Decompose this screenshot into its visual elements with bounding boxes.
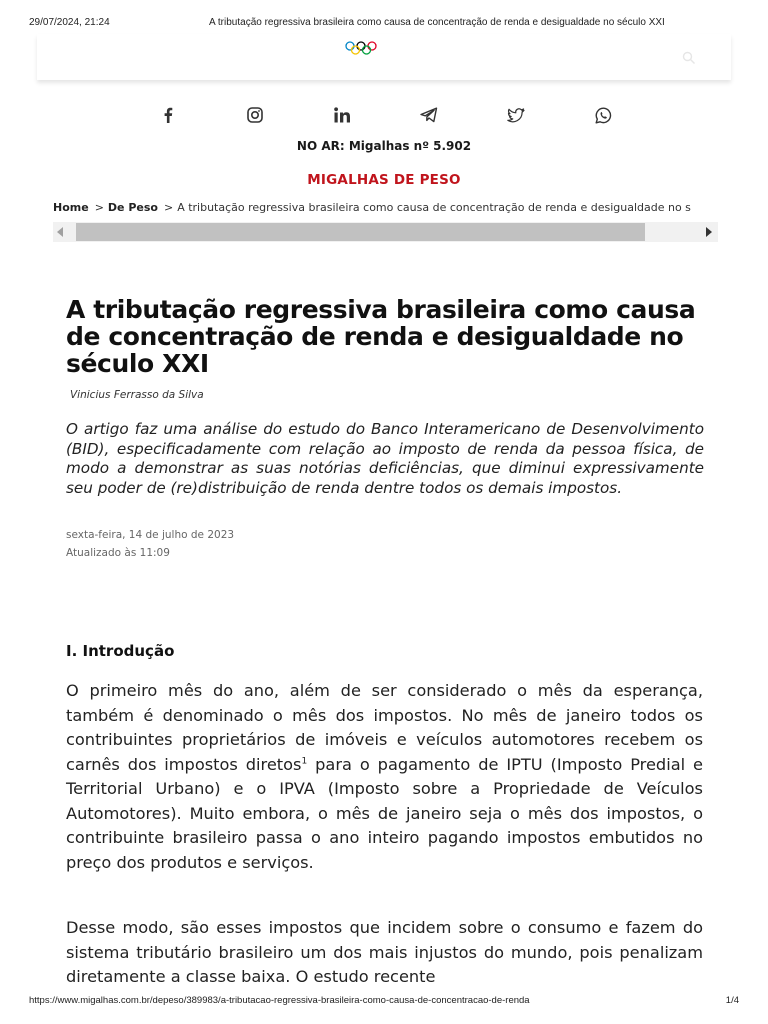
on-air-label[interactable]: NO AR: Migalhas nº 5.902 [296, 139, 472, 153]
page-number: 1/4 [725, 995, 739, 1006]
scroll-right-arrow-icon[interactable] [706, 227, 712, 237]
print-doc-title: A tributação regressiva brasileira como causa de concentração de renda e desigualdade no século XXI [209, 17, 665, 28]
breadcrumb-scrollbar[interactable] [53, 222, 718, 242]
paragraph-text: O primeiro mês do ano, além de ser considerado o mês da esperança, também é denominado o mês dos impostos. No mês de janeiro todos os contribuintes proprietários de imóveis e veículos automotores recebem os carnês dos impostos diretos [66, 681, 703, 774]
updated-time: Atualizado às 11:09 [66, 547, 170, 559]
linkedin-icon[interactable] [331, 104, 353, 126]
section-label[interactable]: MIGALHAS DE PESO [307, 172, 461, 188]
footnote-ref[interactable]: 1 [301, 756, 308, 767]
facebook-icon[interactable] [157, 104, 179, 126]
article-summary: O artigo faz uma análise do estudo do Banco Interamericano de Desenvolvimento (BID), especificadamente com relação ao imposto de renda da pessoa física, de modo a demonstrar as suas notórias deficiências, que diminui expressivamente seu poder de (re)distribuição de renda dentre todos os demais impostos. [66, 420, 704, 497]
twitter-icon[interactable] [505, 104, 527, 126]
social-share-bar [0, 104, 768, 126]
breadcrumb-category[interactable]: De Peso [107, 201, 158, 214]
breadcrumb-current: A tributação regressiva brasileira como causa de concentração de renda e desigualdade no s [177, 201, 691, 214]
breadcrumb-separator: > [163, 201, 174, 214]
scrollbar-thumb[interactable] [76, 223, 645, 241]
article-author[interactable]: Vinicius Ferrasso da Silva [70, 389, 204, 401]
whatsapp-icon[interactable] [592, 104, 614, 126]
breadcrumb-separator: > [94, 201, 104, 214]
scroll-left-arrow-icon[interactable] [57, 227, 63, 237]
article-paragraph [66, 679, 703, 875]
instagram-icon[interactable] [244, 104, 266, 126]
print-footer [29, 995, 739, 1009]
breadcrumb-home[interactable]: Home [53, 201, 89, 214]
search-icon[interactable] [682, 50, 696, 69]
print-header [29, 17, 739, 31]
paragraph-text: para o pagamento de IPTU (Imposto Predial e Territorial Urbano) e o IPVA (Imposto sobre a Propriedade de Veículos Automotores). Muito embora, o mês de janeiro seja o mês dos impostos, o contribuinte brasileiro passa o ano inteiro pagando impostos embutidos no preço dos produtos e serviços. [66, 754, 704, 872]
olympic-rings-icon[interactable] [344, 40, 378, 59]
publish-date: sexta-feira, 14 de julho de 2023 [66, 529, 235, 541]
telegram-icon[interactable] [418, 104, 440, 126]
article-paragraph: Desse modo, são esses impostos que incidem sobre o consumo e fazem do sistema tributário brasileiro um dos mais injustos do mundo, pois penalizam diretamente a classe baixa. O estudo recente [66, 918, 703, 986]
breadcrumb [53, 201, 718, 217]
section-heading-introduction: I. Introdução [66, 642, 175, 660]
print-url: https://www.migalhas.com.br/depeso/389983/a-tributacao-regressiva-brasileira-como-causa-de-concentracao-de-renda [29, 995, 530, 1006]
print-datetime: 29/07/2024, 21:24 [29, 17, 110, 28]
article-title: A tributação regressiva brasileira como causa de concentração de renda e desigualdade no século XXI [66, 295, 696, 378]
site-top-bar [37, 34, 731, 80]
